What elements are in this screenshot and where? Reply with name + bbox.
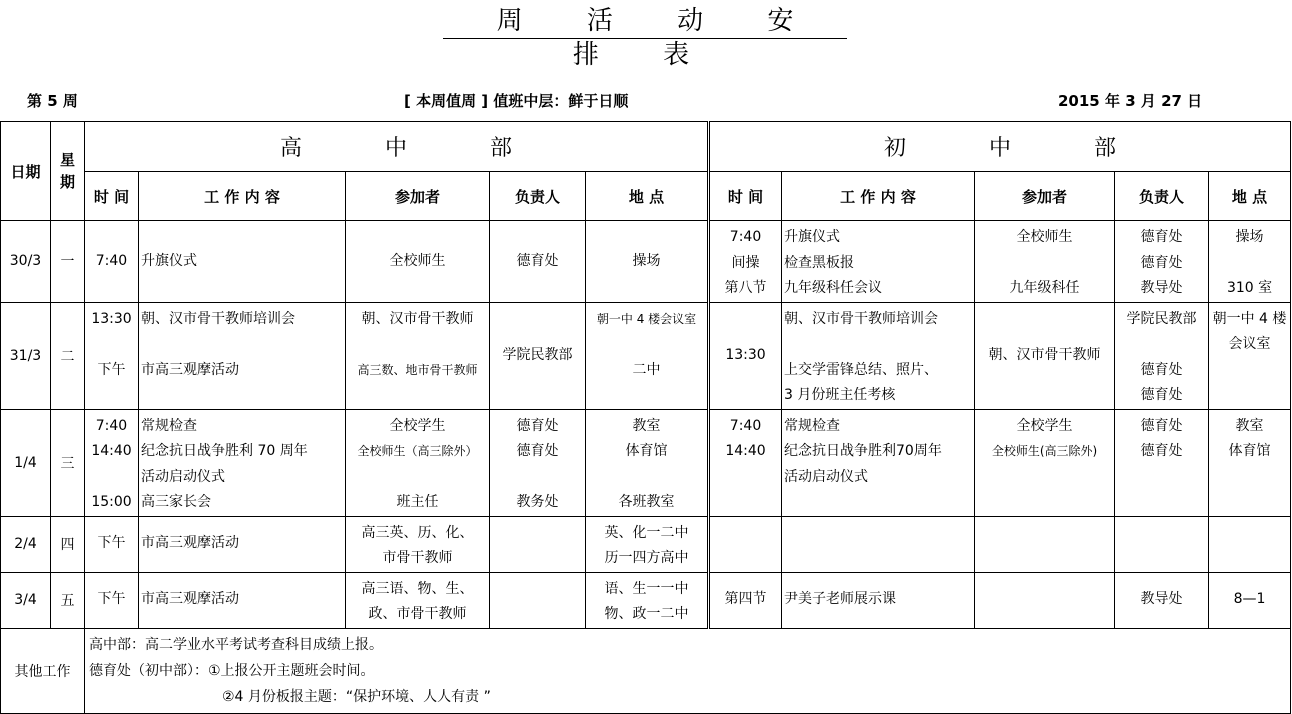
header-senior-owner: 负责人	[490, 172, 586, 221]
row-weekday: 三	[51, 409, 85, 516]
junior-place-line: 操场	[1235, 229, 1264, 245]
senior-content-line: 高三家长会	[141, 494, 211, 510]
senior-content-line: 市高三观摩活动	[141, 535, 239, 552]
junior-time-cell	[709, 302, 782, 409]
junior-time-cell	[709, 516, 782, 572]
junior-time-line	[712, 531, 779, 557]
junior-owner-line: 德育处	[1140, 361, 1183, 378]
senior-time-cell	[85, 221, 139, 303]
row-date: 2/4	[1, 516, 51, 572]
senior-time-cell	[85, 516, 139, 572]
header-junior-place: 地 点	[1209, 172, 1291, 221]
senior-time-line: 下午	[97, 535, 126, 552]
senior-owner-cell	[490, 221, 586, 303]
senior-owner-line	[492, 465, 583, 491]
senior-content-line: 朝、汉市骨干教师培训会	[141, 310, 295, 327]
junior-place-line: 会议室	[1228, 336, 1271, 352]
junior-participants-line	[977, 531, 1112, 557]
senior-owner-line: 教务处	[516, 494, 559, 510]
duty-info: [ 本周值周 ] 值班中层：鲜于日顺	[404, 92, 629, 110]
junior-owner-line: 学院民教部	[1126, 310, 1197, 327]
senior-participants-line: 市骨干教师	[382, 550, 453, 566]
junior-owner-line: 德育处	[1140, 229, 1183, 245]
senior-owner-cell	[490, 572, 586, 628]
senior-content-line: 市高三观摩活动	[141, 361, 239, 378]
junior-participants-line: 全校师生	[1016, 229, 1073, 245]
table-row	[1, 221, 1291, 303]
senior-place-cell	[586, 302, 709, 409]
junior-owner-cell	[1115, 409, 1209, 516]
senior-place-line: 英、化一二中	[604, 524, 689, 541]
senior-content-line: 纪念抗日战争胜利 70 周年	[141, 443, 308, 459]
senior-owner-line: 德育处	[516, 417, 559, 434]
junior-place-line: 310 室	[1226, 280, 1273, 296]
row-date: 30/3	[1, 221, 51, 303]
junior-time-cell	[709, 221, 782, 303]
senior-participants-line: 班主任	[396, 494, 439, 510]
senior-content-line: 升旗仪式	[141, 252, 197, 269]
junior-owner-cell	[1115, 302, 1209, 409]
table-row	[1, 516, 1291, 572]
senior-time-cell	[85, 572, 139, 628]
header-weekday: 星期	[51, 122, 85, 221]
senior-participants-cell	[346, 302, 490, 409]
senior-owner-cell	[490, 516, 586, 572]
senior-content-line	[141, 332, 343, 358]
senior-time-line: 7:40	[95, 252, 128, 269]
junior-content-line: 尹美子老师展示课	[784, 591, 897, 608]
senior-place-cell	[586, 572, 709, 628]
other-work-label: 其他工作	[1, 628, 85, 713]
junior-content-line: 朝、汉市骨干教师培训会	[784, 310, 939, 327]
senior-place-line	[588, 332, 705, 358]
junior-participants-line: 九年级科任	[1009, 280, 1080, 296]
senior-place-line: 语、生一一中	[604, 580, 689, 597]
junior-participants-cell	[975, 516, 1115, 572]
junior-content-line: 上交学雷锋总结、照片、	[784, 361, 939, 378]
senior-content-cell	[139, 221, 346, 303]
junior-time-line: 间操	[731, 254, 760, 271]
senior-place-line	[588, 465, 705, 491]
senior-participants-line: 高三英、历、化、	[361, 524, 474, 541]
senior-owner-cell	[490, 302, 586, 409]
junior-place-line: 朝一中 4 楼	[1212, 310, 1287, 327]
senior-place-cell	[586, 221, 709, 303]
junior-participants-line: 朝、汉市骨干教师	[988, 346, 1101, 363]
junior-content-cell	[782, 221, 975, 303]
senior-time-line: 15:00	[91, 494, 132, 510]
junior-content-line: 3 月份班主任考核	[784, 387, 896, 403]
junior-place-cell	[1209, 302, 1291, 409]
senior-participants-line: 高三语、物、生、	[361, 580, 474, 597]
senior-place-line: 各班教室	[618, 494, 675, 510]
senior-participants-cell	[346, 221, 490, 303]
senior-time-cell	[85, 302, 139, 409]
senior-time-line: 7:40	[95, 417, 128, 434]
junior-time-cell	[709, 572, 782, 628]
senior-place-line: 教室	[632, 417, 661, 434]
senior-place-line: 操场	[632, 252, 661, 269]
junior-participants-cell	[975, 302, 1115, 409]
junior-place-cell	[1209, 572, 1291, 628]
row-weekday: 五	[51, 572, 85, 628]
week-number: 第 5 周	[27, 92, 78, 110]
junior-content-line	[784, 531, 972, 557]
junior-time-line: 14:40	[725, 443, 766, 459]
junior-owner-cell	[1115, 221, 1209, 303]
junior-content-cell	[782, 409, 975, 516]
senior-owner-line	[492, 531, 583, 557]
junior-participants-line	[977, 587, 1112, 613]
senior-content-line: 市高三观摩活动	[141, 591, 239, 608]
senior-place-cell	[586, 409, 709, 516]
header-junior-content: 工 作 内 容	[782, 172, 975, 221]
senior-place-cell	[586, 516, 709, 572]
senior-time-line	[87, 465, 136, 491]
junior-content-line: 常规检查	[784, 417, 841, 434]
senior-participants-cell	[346, 516, 490, 572]
senior-place-line: 朝一中 4 楼会议室	[596, 311, 697, 326]
senior-participants-line: 全校学生	[389, 417, 446, 434]
table-row	[1, 572, 1291, 628]
header-senior-participants: 参加者	[346, 172, 490, 221]
other-work-line: 德育处（初中部）：①上报公开主题班会时间。	[89, 662, 375, 679]
senior-participants-line: 政、市骨干教师	[368, 606, 467, 622]
junior-time-line: 第八节	[724, 280, 767, 296]
junior-content-cell	[782, 302, 975, 409]
senior-content-line: 常规检查	[141, 417, 197, 434]
row-weekday: 二	[51, 302, 85, 409]
senior-participants-cell	[346, 572, 490, 628]
junior-content-line: 检查黑板报	[784, 254, 855, 271]
junior-participants-line: 全校学生	[1016, 417, 1073, 434]
senior-owner-cell	[490, 409, 586, 516]
junior-participants-cell	[975, 221, 1115, 303]
senior-place-line: 体育馆	[625, 443, 668, 459]
junior-owner-line: 德育处	[1140, 387, 1183, 403]
row-date: 3/4	[1, 572, 51, 628]
junior-owner-cell	[1115, 572, 1209, 628]
senior-owner-line: 学院民教部	[502, 346, 573, 363]
senior-participants-line	[348, 332, 487, 358]
junior-place-cell	[1209, 221, 1291, 303]
row-weekday: 一	[51, 221, 85, 303]
senior-time-line	[87, 332, 136, 358]
junior-time-line: 7:40	[729, 417, 762, 434]
senior-content-cell	[139, 516, 346, 572]
senior-time-line: 13:30	[91, 310, 132, 327]
junior-participants-cell	[975, 572, 1115, 628]
senior-owner-line: 德育处	[516, 252, 559, 269]
report-date: 2015 年 3 月 27 日	[1058, 92, 1203, 110]
junior-participants-line	[977, 251, 1112, 277]
junior-owner-line: 教导处	[1140, 280, 1183, 296]
junior-content-line: 纪念抗日战争胜利70周年	[784, 443, 942, 459]
senior-participants-line: 高三数、地市骨干教师	[357, 362, 478, 377]
header-junior: 初 中 部	[709, 122, 1291, 172]
junior-place-cell	[1209, 516, 1291, 572]
junior-owner-line: 德育处	[1140, 254, 1183, 271]
table-row	[1, 409, 1291, 516]
row-date: 1/4	[1, 409, 51, 516]
senior-owner-line: 德育处	[516, 443, 559, 459]
senior-participants-line: 全校师生（高三除外）	[357, 444, 478, 458]
senior-time-line: 下午	[97, 361, 126, 378]
junior-content-line	[784, 332, 972, 358]
schedule-table	[0, 121, 1291, 714]
other-work-line: 高中部：高二学业水平考试考查科目成绩上报。	[89, 636, 383, 653]
junior-content-line: 活动启动仪式	[784, 468, 869, 485]
header-senior-content: 工 作 内 容	[139, 172, 346, 221]
other-work-row	[1, 628, 1291, 713]
junior-owner-line	[1117, 332, 1206, 358]
junior-place-line: 8—1	[1233, 591, 1266, 608]
senior-participants-line: 朝、汉市骨干教师	[361, 310, 474, 327]
senior-time-line: 下午	[97, 591, 126, 608]
table-row	[1, 302, 1291, 409]
junior-time-cell	[709, 409, 782, 516]
junior-owner-cell	[1115, 516, 1209, 572]
senior-place-line: 历一四方高中	[604, 550, 689, 566]
senior-participants-cell	[346, 409, 490, 516]
junior-content-line: 九年级科任会议	[784, 280, 883, 296]
senior-content-cell	[139, 409, 346, 516]
senior-place-line: 二中	[632, 361, 661, 378]
header-senior: 高 中 部	[85, 122, 709, 172]
senior-owner-line	[492, 587, 583, 613]
senior-place-line: 物、政一二中	[604, 606, 689, 622]
junior-time-line: 第四节	[724, 591, 767, 608]
header-date: 日期	[1, 122, 51, 221]
senior-content-line: 活动启动仪式	[141, 468, 225, 485]
junior-content-cell	[782, 572, 975, 628]
junior-place-line: 教室	[1235, 417, 1264, 434]
junior-owner-line: 德育处	[1140, 417, 1183, 434]
header-junior-time: 时 间	[709, 172, 782, 221]
other-work-content	[85, 628, 1291, 713]
junior-time-line: 7:40	[729, 229, 762, 245]
junior-content-line: 升旗仪式	[784, 229, 841, 245]
junior-owner-line	[1117, 531, 1206, 557]
junior-place-cell	[1209, 409, 1291, 516]
junior-place-line	[1211, 251, 1288, 277]
junior-time-line: 13:30	[725, 346, 766, 363]
junior-place-line: 体育馆	[1228, 443, 1271, 459]
other-work-line: ②4 月份板报主题：“保护环境、人人有责 ”	[222, 688, 491, 705]
junior-owner-line: 教导处	[1140, 591, 1183, 608]
junior-participants-cell	[975, 409, 1115, 516]
header-senior-place: 地 点	[586, 172, 709, 221]
header-junior-participants: 参加者	[975, 172, 1115, 221]
senior-participants-line	[348, 465, 487, 491]
page-title: 周 活 动 安 排 表	[443, 4, 847, 39]
row-weekday: 四	[51, 516, 85, 572]
header-senior-time: 时 间	[85, 172, 139, 221]
senior-participants-line: 全校师生	[389, 252, 446, 269]
senior-time-cell	[85, 409, 139, 516]
junior-content-cell	[782, 516, 975, 572]
senior-content-cell	[139, 302, 346, 409]
junior-place-line	[1211, 531, 1288, 557]
senior-content-cell	[139, 572, 346, 628]
row-date: 31/3	[1, 302, 51, 409]
header-junior-owner: 负责人	[1115, 172, 1209, 221]
senior-time-line: 14:40	[91, 443, 132, 459]
junior-owner-line: 德育处	[1140, 443, 1183, 459]
junior-participants-line: 全校师生(高三除外)	[991, 444, 1098, 458]
